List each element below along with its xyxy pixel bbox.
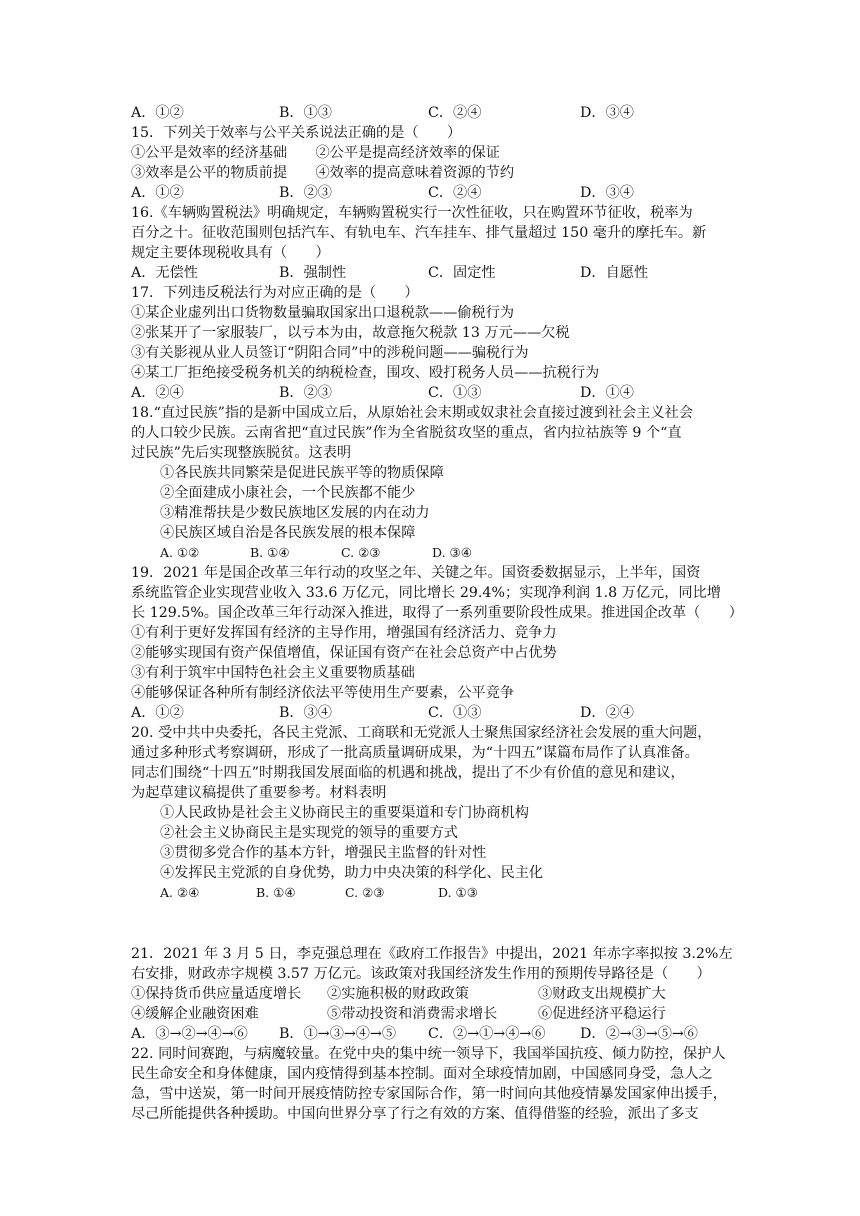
q18-item: ③精准帮扶是少数民族地区发展的内在动力 [160,505,430,521]
q22-stem-line: 尽己所能提供各种援助。中国向世界分享了行之有效的方案、值得借鉴的经验，派出了多支 [131,1106,699,1122]
q17-option-b: B．②③ [279,385,332,401]
q19-option-a: A．①② [131,705,184,721]
q20-stem-line: 为起草建议稿提供了重要参考。材料表明 [131,785,387,801]
q15-option-b: B．②③ [279,185,332,201]
q16-option-d: D．自愿性 [580,265,649,281]
q14-option-b: B．①③ [279,105,332,121]
q18-stem-line: 18.“直过民族”指的是新中国成立后，从原始社会末期或奴隶社会直接过渡到社会主义社会 [131,405,694,421]
q17-item: ④某工厂拒绝接受税务机关的纳税检查，围攻、殴打税务人员——抗税行为 [131,365,600,381]
q15-option-c: C．②④ [428,185,482,201]
q18-item: ②全面建成小康社会，一个民族都不能少 [160,485,416,501]
q15-option-d: D．③④ [580,185,634,201]
q19-item: ③有利于筑牢中国特色社会主义重要物质基础 [131,665,415,681]
q20-item: ②社会主义协商民主是实现党的领导的重要方式 [160,825,458,841]
q19-stem-line: 19．2021 年是国企改革三年行动的攻坚之年、关键之年。国资委数据显示，上半年，国资 [131,565,701,581]
q16-stem-line: 16.《车辆购置税法》明确规定，车辆购置税实行一次性征收，只在购置环节征收，税率为 [131,205,693,221]
q17-option-a: A．②④ [131,385,184,401]
q20-option-d: D. ①③ [438,885,478,900]
q21-stem-line: 21．2021 年 3 月 5 日，李克强总理在《政府工作报告》中提出，2021 年赤字率拟按 3.2%左 [131,946,733,962]
q21-item-2: ②实施积极的财政政策 [327,986,469,1002]
q20-option-c: C. ②③ [345,885,385,900]
q21-item-3: ③财政支出规模扩大 [538,986,666,1002]
q20-stem-line: 同志们围绕“十四五”时期我国发展面临的机遇和挑战，提出了不少有价值的意见和建议， [131,765,685,781]
q17-item: ③有关影视从业人员签订“阴阳合同”中的涉税问题——骗税行为 [131,345,529,361]
q18-option-a: A. ①② [160,545,200,560]
q21-item-6: ⑥促进经济平稳运行 [538,1006,666,1022]
q18-stem-line: 的人口较少民族。云南省把“直过民族”作为全省脱贫攻坚的重点，省内拉祜族等 9 个“直 [131,425,682,441]
q15-stem: 15．下列关于效率与公平关系说法正确的是（ ） [131,125,462,141]
q15-option-a: A．①② [131,185,184,201]
q19-stem-line: 系统监管企业实现营业收入 33.6 万亿元，同比增长 29.4%；实现净利润 1.8 万亿元，同比增 [131,585,721,601]
q20-stem-line: 通过多种形式考察调研，形成了一批高质量调研成果，为“十四五”谋篇布局作了认真准备。 [131,745,699,761]
q18-option-d: D. ③④ [432,545,472,560]
q17-stem: 17．下列违反税法行为对应正确的是（ ） [131,285,419,301]
q20-item: ④发挥民主党派的自身优势，助力中央决策的科学化、民主化 [160,865,544,881]
q17-item: ①某企业虚列出口货物数量骗取国家出口退税款——偷税行为 [131,305,515,321]
q20-item: ③贯彻多党合作的基本方针，增强民主监督的针对性 [160,845,487,861]
q18-item: ①各民族共同繁荣是促进民族平等的物质保障 [160,465,444,481]
q20-stem-line: 20. 受中共中央委托，各民主党派、工商联和无党派人士聚焦国家经济社会发展的重大问题， [131,725,712,741]
q21-option-d: D．②→③→⑤→⑥ [580,1026,698,1042]
q14-option-d: D．③④ [580,105,634,121]
q19-option-c: C．①③ [428,705,482,721]
q20-option-a: A. ②④ [160,885,200,900]
q19-item: ④能够保证各种所有制经济依法平等使用生产要素，公平竞争 [131,685,515,701]
q20-item: ①人民政协是社会主义协商民主的重要渠道和专门协商机构 [160,805,529,821]
q17-option-d: D．①④ [580,385,634,401]
q22-stem-line: 民生命安全和身体健康，国内疫情得到基本控制。面对全球疫情加剧，中国感同身受，急人之 [131,1066,713,1082]
q17-item: ②张某开了一家服装厂，以亏本为由，故意拖欠税款 13 万元——欠税 [131,325,570,341]
q18-option-b: B. ①④ [250,545,290,560]
q18-stem-line: 过民族”先后实现整族脱贫。这表明 [131,445,352,461]
q18-item: ④民族区域自治是各民族发展的根本保障 [160,525,416,541]
q14-option-c: C．②④ [428,105,482,121]
q17-option-c: C．①③ [428,385,482,401]
q16-option-c: C．固定性 [428,265,496,281]
q16-stem-line: 百分之十。征收范围则包括汽车、有轨电车、汽车挂车、排气量超过 150 毫升的摩托车。新 [131,225,707,241]
q19-stem-line: 长 129.5%。国企改革三年行动深入推进，取得了一系列重要阶段性成果。推进国企改革（ ） [131,605,743,621]
q18-option-c: C. ②③ [341,545,381,560]
q15-item-row: ③效率是公平的物质前提 ④效率的提高意味着资源的节约 [131,165,515,181]
q21-option-c: C．②→①→④→⑥ [428,1026,546,1042]
q19-option-d: D．②④ [580,705,634,721]
q22-stem-line: 22. 同时间赛跑，与病魔较量。在党中央的集中统一领导下，我国举国抗疫、倾力防控，保护人 [131,1046,726,1062]
q15-item-row: ①公平是效率的经济基础 ②公平是提高经济效率的保证 [131,145,500,161]
q16-option-b: B．强制性 [279,265,347,281]
q19-item: ②能够实现国有资产保值增值，保证国有资产在社会总资产中占优势 [131,645,557,661]
q21-option-a: A．③→②→④→⑥ [131,1026,248,1042]
q19-item: ①有利于更好发挥国有经济的主导作用，增强国有经济活力、竞争力 [131,625,557,641]
q21-item-5: ⑤带动投资和消费需求增长 [327,1006,498,1022]
q21-item-1: ①保持货币供应量适度增长 [131,986,302,1002]
q20-option-b: B. ①④ [256,885,296,900]
q21-option-b: B．①→③→④→⑤ [279,1026,397,1042]
q22-stem-line: 急，雪中送炭，第一时间开展疫情防控专家国际合作，第一时间向其他疫情暴发国家伸出援手， [131,1086,727,1102]
q16-option-a: A．无偿性 [131,265,198,281]
q21-item-4: ④缓解企业融资困难 [131,1006,259,1022]
q19-option-b: B．③④ [279,705,332,721]
q14-option-a: A．①② [131,105,184,121]
q21-stem-line: 右安排，财政赤字规模 3.57 万亿元。该政策对我国经济发生作用的预期传导路径是（ ） [131,966,711,982]
q16-stem-line: 规定主要体现税收具有（ ） [131,245,330,261]
